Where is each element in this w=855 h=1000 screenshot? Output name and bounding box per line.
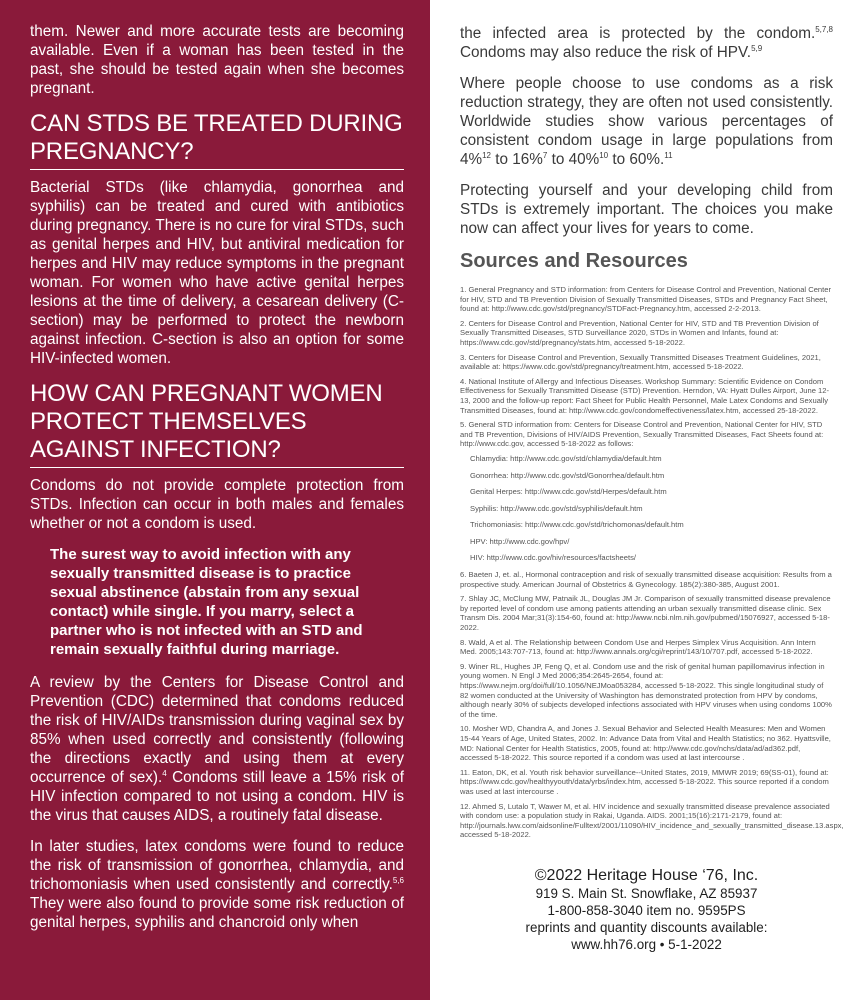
usage-text-d: to 60%. [608,151,665,168]
reference-item: 3. Centers for Disease Control and Prevention, Sexually Transmitted Diseases Treatment Guidelines, 2021, available at: https://www.cdc.gov/std/pregnancy/treatment.htm, accessed 5-18-2022. [460,352,821,372]
intro-paragraph: them. Newer and more accurate tests are becoming available. Even if a woman has been tested in the past, she should be tested again when she becomes pregnant. [30,23,404,97]
later-studies-paragraph [30,837,404,932]
fact-sheet-link: Chlamydia: http://www.cdc.gov/std/chlamydia/default.htm [470,453,662,463]
continuation-text: the infected area is protected by the condom. [460,25,816,42]
heading-protection: HOW CAN PREGNANT WOMEN PROTECT THEMSELVES AGAINST INFECTION? [30,380,404,468]
fact-sheet-link: HPV: http://www.cdc.gov/hpv/ [470,536,570,546]
fact-sheet-link: Syphilis: http://www.cdc.gov/std/syphilis/default.htm [470,503,643,513]
reprints-line: reprints and quantity discounts available: [525,919,768,935]
footnote-ref: 5,9 [751,43,763,53]
references-list [460,285,844,840]
cdc-review-paragraph [30,673,404,825]
usage-text-b: to 16% [491,151,543,168]
reference-item: 9. Winer RL, Hughes JP, Feng Q, et al. Condom use and the risk of genital human papillomavirus infection in young women. N Engl J Med 2006;354:2645-2654, found at: https://www.nejm.org/doi/full/10.1056/NEJMoa053284, accessed 5-18-2022. This single longitudinal study of 82 women conducted at the University of Washington has demonstrated protection from HPV by condoms, although nearly 30% of subjects developed infections associated with HPV viruses when using condoms 100% of the time. [460,661,832,719]
phone-line: 1-800-858-3040 item no. 9595PS [547,902,746,918]
reference-item: 6. Baeten J, et. al., Hormonal contraception and risk of sexually transmitted disease acquisition: Results from a prospective study. American Journal of Obstetrics & Gynecology. 185(2):380-385, August 2001. [460,570,832,589]
cdc-review-text: A review by the Centers for Disease Control and Prevention (CDC) determined that condoms reduced the risk of HIV/AIDs transmission during vaginal sex by 85% when used correctly and consistently (following the directions exactly and using them at every occurrence of sex). [30,674,404,786]
reference-item: 2. Centers for Disease Control and Prevention, National Center for HIV, STD and TB Prevention Division of Sexually Transmitted Diseases, STD Surveillance 2020, STDs in Women and Infants, found at: https://www.cdc.gov/std/pregnancy/stats.htm, accessed 5-18-2022. [460,318,819,347]
protecting-paragraph: Protecting yourself and your developing child from STDs is extremely important. The choices you make now can affect your lives for years to come. [460,182,833,237]
usage-text-c: to 40% [547,151,600,168]
publisher-footer [460,866,833,953]
treatment-paragraph: Bacterial STDs (like chlamydia, gonorrhea and syphilis) can be treated and cured with antibiotics during pregnancy. There is no cure for viral STDs, such as genital herpes and HIV, but antiviral medication for herpes and HIV may reduce symptoms in the pregnant woman. For women who have active genital herpes lesions at the time of delivery, a cesarean delivery (C-section) may be performed to protect the newborn against infection. C-section is also an option for some HIV-infected women. [30,179,404,367]
fact-sheet-link: Trichomoniasis: http://www.cdc.gov/std/trichomonas/default.htm [470,520,684,530]
reference-item: 11. Eaton, DK, et al. Youth risk behavior surveillance--United States, 2019, MMWR 2019; 69(SS-01), found at: https://www.cdc.gov/healthyyouth/data/yrbs/index.htm, accessed 5-18-2022. This source reported if a condom was used at last intercourse . [460,767,829,796]
reference-item: 8. Wald, A et al. The Relationship between Condom Use and Herpes Simplex Virus Acquisition. Ann Intern Med. 2005;143:707-713, found at: http://www.annals.org/cgi/reprint/143/10/707.pdf, accessed 5-18-2022. [460,637,816,657]
fact-sheet-link: Gonorrhea: http://www.cdc.gov/std/Gonorrhea/default.htm [470,470,665,480]
usage-text: Where people choose to use condoms as a risk reduction strategy, they are often not used consistently. Worldwide studies show various percentages of consistent condom usage in large populations from 4% [460,75,833,168]
reference-item: 4. National Institute of Allergy and Infectious Diseases. Workshop Summary: Scientific Evidence on Condom Effectiveness for Sexually Transmitted Disease (STD) Prevention. Herndon, VA: Hyatt Dulles Airport, June 12-13, 2000 and the follow-up report: Fact Sheet for Public Health Personnel, Male Latex Condoms and Sexually Transmitted Diseases, found at: http://www.cdc.gov/condomeffectiveness/latex.htm, accessed 25-18-2022. [460,376,830,415]
usage-paragraph [460,74,833,169]
reference-item: 5. General STD information from: Centers for Disease Control and Prevention, National Center for HIV, STD and TB Prevention, Divisions of HIV/AIDS Prevention, Sexually Transmitted Diseases, Fact Sheets found at: http://www.cdc.gov, accessed 5-18-2022 as follows: [460,420,824,449]
later-studies-text: In later studies, latex condoms were found to reduce the risk of transmission of gonorrhea, chlamydia, and trichomoniasis when used consistently and correctly. [30,838,404,893]
website-line: www.hh76.org • 5-1-2022 [571,936,722,952]
footnote-ref: 12 [482,150,492,160]
fact-sheet-link: HIV: http://www.cdc.gov/hiv/resources/factsheets/ [470,553,637,563]
footnote-ref: 7 [542,150,548,160]
reference-item: 12. Ahmed S, Lutalo T, Wawer M, et al. HIV incidence and sexually transmitted disease prevalence associated with condom use: a population study in Rakai, Uganda. AIDS. 2001;15(16):2171-2179, found at: http://journals.lww.com/aidsonline/Fulltext/2001/11090/HIV_incidence_and_sexually_transmitted_disease.13.aspx, accessed 5-18-2022. [460,801,844,840]
footnote-ref: 4 [162,768,167,778]
hpv-text: Condoms may also reduce the risk of HPV. [460,44,752,61]
footnote-ref: 10 [599,150,609,160]
footnote-ref: 11 [664,150,673,160]
reference-item: 7. Shlay JC, McClung MW, Patnaik JL, Douglas JM Jr. Comparison of sexually transmitted disease prevalence by reported level of condom use among patients attending an urban sexually transmitted disease clinic. Sex Transm Dis. 2004 Mar;31(3):154-60, found at: http://www.ncbi.nlm.nih.gov/pubmed/15076927, accessed 5-18-2022. [460,594,831,633]
heading-treatment: CAN STDS BE TREATED DURING PREGNANCY? [30,110,404,170]
cdc-review-text-cont: Condoms still leave a 15% risk of HIV infection compared to not using a condom. HIV is the virus that causes AIDS, a routinely fatal disease. [30,769,404,824]
sources-heading: Sources and Resources [460,250,688,272]
fact-sheet-link: Genital Herpes: http://www.cdc.gov/std/Herpes/default.htm [470,487,667,497]
copyright-line: ©2022 Heritage House ‘76, Inc. [534,866,759,884]
reference-item: 10. Mosher WD, Chandra A, and Jones J. Sexual Behavior and Selected Health Measures: Men and Women 15-44 Years of Age, United States, 2002. In: Advance Data from Vital and Health Statistics; no 362. Hyattsville, MD: National Center for Health Statistics, 2005, found at: http://www.cdc.gov/nchs/data/ad/ad362.pdf, accessed 5-18-2022. This source reported if a condom was used at last intercourse . [460,724,831,763]
fact-sheet-list [470,454,833,563]
abstinence-callout: The surest way to avoid infection with any sexually transmitted disease is to practice sexual abstinence (abstain from any sexual contact) while single. If you marry, select a partner who is not infected with an STD and remain sexually faithful during marriage. [50,546,363,658]
reference-item: 1. General Pregnancy and STD information: from Centers for Disease Control and Prevention, National Center for HIV, STD and TB Prevention Division of Sexually Transmitted Diseases, STDs and Pregnancy Fact Sheet, found at: http://www.cdc.gov/std/pregnancy/STDFact-Pregnancy.htm, accessed 2-2-2013. [460,285,832,314]
condom-continuation-paragraph [460,24,833,62]
footnote-ref: 5,7,8 [815,24,833,34]
footnote-ref: 5,6 [392,875,404,885]
right-column [430,0,855,1000]
condom-paragraph: Condoms do not provide complete protection from STDs. Infection can occur in both males and females whether or not a condom is used. [30,477,404,532]
later-studies-text-cont: They were also found to provide some risk reduction of genital herpes, syphilis and chancroid only when [30,895,404,931]
address-line: 919 S. Main St. Snowflake, AZ 85937 [535,885,758,901]
